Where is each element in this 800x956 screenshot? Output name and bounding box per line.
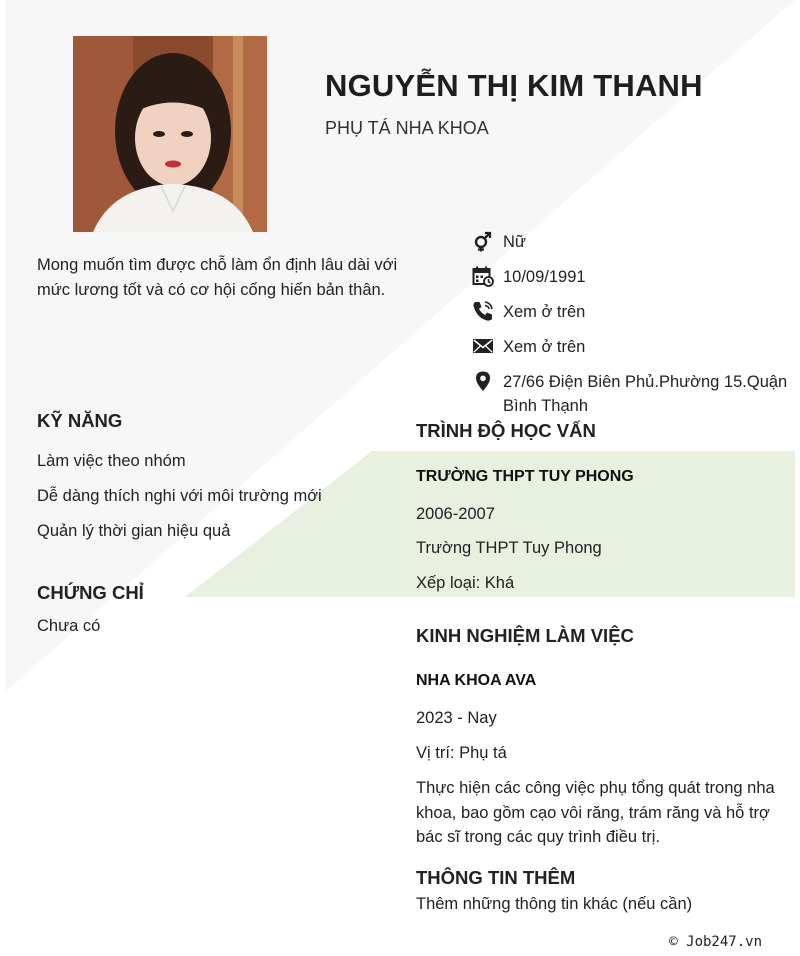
full-name: NGUYỄN THỊ KIM THANH bbox=[325, 68, 703, 103]
contact-birthday bbox=[472, 265, 792, 289]
contact-address bbox=[472, 370, 792, 418]
extra-info-heading: THÔNG TIN THÊM bbox=[416, 867, 576, 888]
footer-copyright: © Job247.vn bbox=[669, 934, 762, 950]
experience-position: Vị trí: Phụ tá bbox=[416, 744, 507, 762]
contact-email bbox=[472, 335, 792, 359]
skill-item: Dễ dàng thích nghi với môi trường mới bbox=[37, 487, 322, 505]
education-school-name: Trường THPT Tuy Phong bbox=[416, 539, 602, 557]
contact-gender bbox=[472, 230, 792, 254]
location-pin-icon bbox=[472, 370, 494, 392]
phone-text: Xem ở trên bbox=[503, 303, 586, 321]
envelope-icon bbox=[472, 335, 494, 357]
certificates-text: Chưa có bbox=[37, 617, 101, 635]
contact-phone bbox=[472, 300, 792, 324]
skill-item: Làm việc theo nhóm bbox=[37, 452, 186, 470]
skills-heading: KỸ NĂNG bbox=[37, 410, 123, 431]
experience-company: NHA KHOA AVA bbox=[416, 672, 537, 689]
education-grade: Xếp loại: Khá bbox=[416, 574, 515, 592]
certificates-heading: CHỨNG CHỈ bbox=[37, 582, 144, 603]
address-text: 27/66 Điện Biên Phủ.Phường 15.Quận Bình Thạnh bbox=[503, 373, 788, 415]
career-objective: Mong muốn tìm được chỗ làm ổn định lâu dài với mức lương tốt và có cơ hội cống hiến bản thân. bbox=[37, 256, 398, 299]
gender-icon bbox=[472, 230, 494, 252]
gender-text: Nữ bbox=[503, 233, 526, 251]
contact-info bbox=[472, 230, 792, 429]
job-title: PHỤ TÁ NHA KHOA bbox=[325, 118, 489, 138]
experience-period: 2023 - Nay bbox=[416, 709, 497, 727]
experience-heading: KINH NGHIỆM LÀM VIỆC bbox=[416, 625, 634, 646]
birthday-text: 10/09/1991 bbox=[503, 268, 586, 286]
education-heading: TRÌNH ĐỘ HỌC VẤN bbox=[416, 420, 596, 441]
extra-info-text: Thêm những thông tin khác (nếu cần) bbox=[416, 895, 693, 913]
phone-icon bbox=[472, 300, 494, 322]
education-school-title: TRƯỜNG THPT TUY PHONG bbox=[416, 468, 634, 485]
education-period: 2006-2007 bbox=[416, 505, 495, 523]
email-text: Xem ở trên bbox=[503, 338, 586, 356]
experience-description: Thực hiện các công việc phụ tổng quát trong nha khoa, bao gồm cạo vôi răng, trám răng và hỗ trợ bác sĩ trong các quy trình điều trị. bbox=[416, 779, 775, 846]
calendar-icon bbox=[472, 265, 494, 287]
profile-photo bbox=[73, 36, 267, 232]
skill-item: Quản lý thời gian hiệu quả bbox=[37, 522, 231, 540]
